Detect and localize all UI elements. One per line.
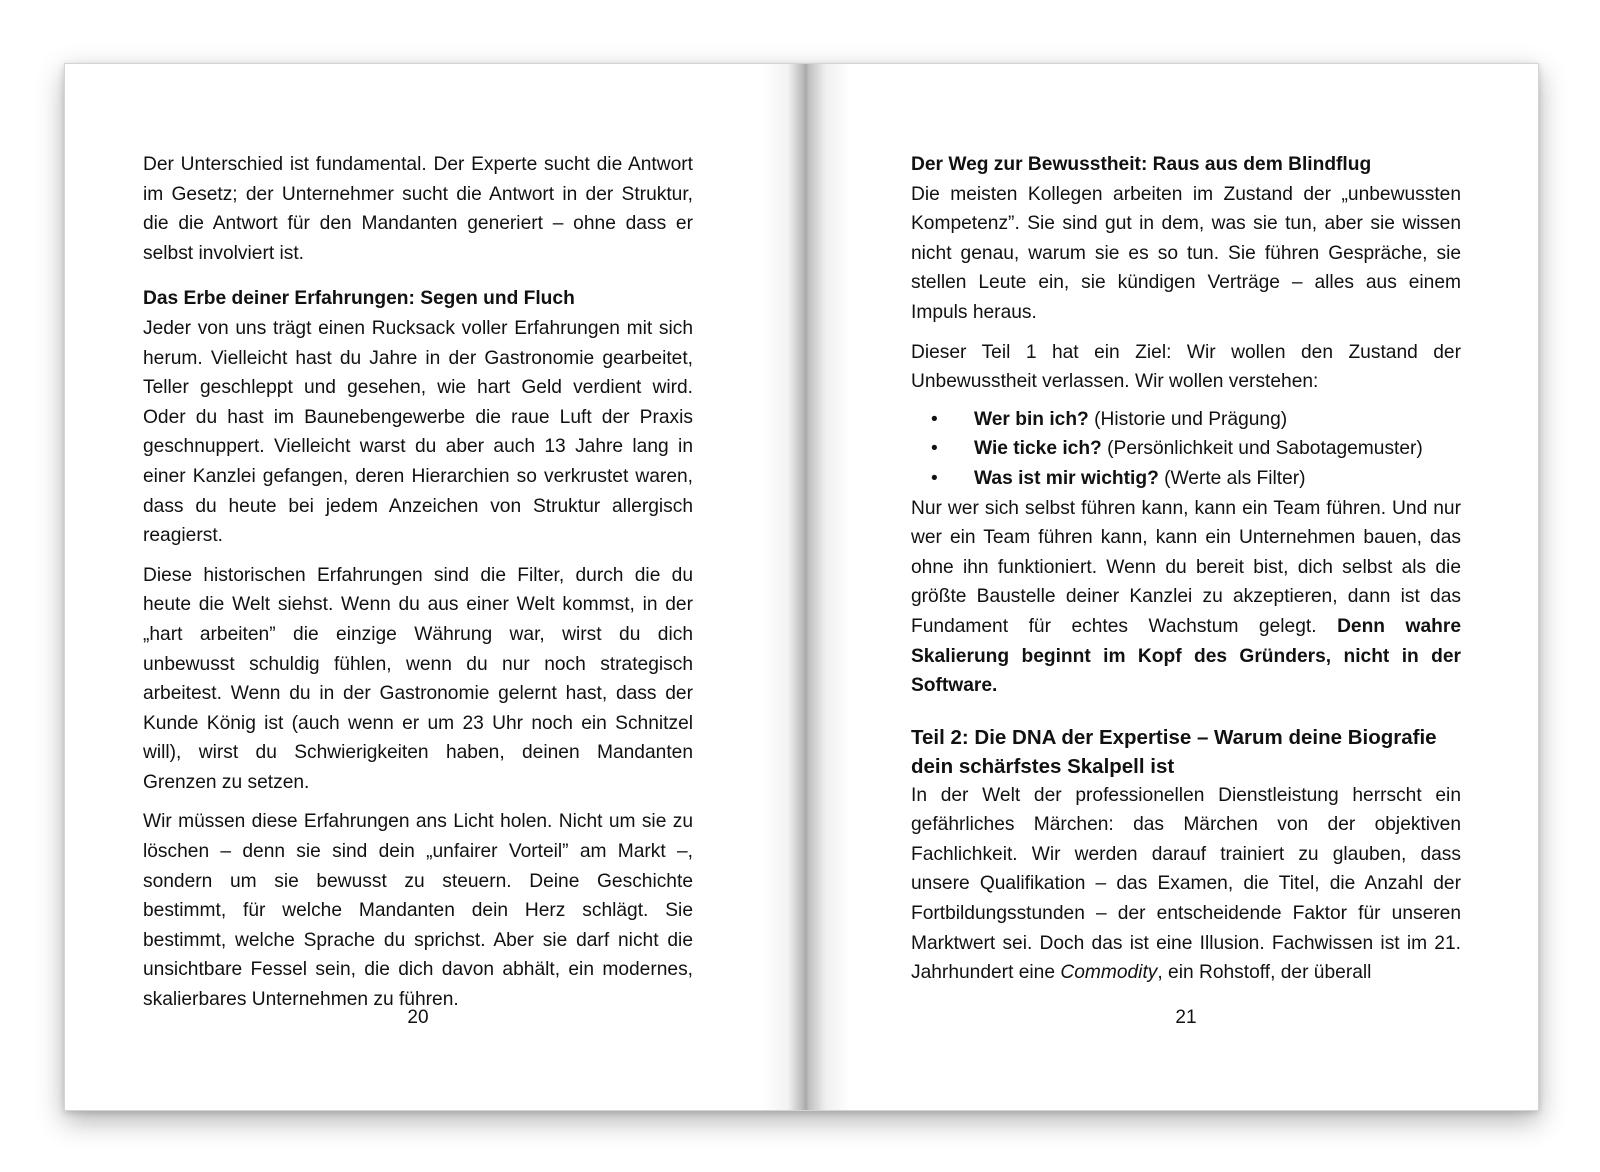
list-item-text: (Persönlichkeit und Sabotagemuster) bbox=[1101, 438, 1423, 460]
page-number: 20 bbox=[407, 1007, 429, 1028]
bullet-icon: • bbox=[931, 408, 938, 430]
right-page bbox=[911, 64, 1461, 1110]
paragraph: Wir müssen diese Erfahrungen ans Licht holen. Nicht um sie zu löschen – denn sie sind dein „unfairer Vorteil” am Markt –, sondern um sie bewusst zu steuern. Deine Geschichte bestimmt, für welche Mandanten dein Herz schlägt. Sie bestimmt, welche Sprache du sprichst. Aber sie darf nicht die unsichtbare Fessel sein, die dich davon abhält, ein modernes, skalierbares Unternehmen zu führen. bbox=[143, 811, 693, 1011]
paragraph-emphasis: Denn wahre Skalierung beginnt im Kopf des Gründers, nicht in der Software. bbox=[911, 615, 1461, 697]
section-heading: Das Erbe deiner Erfahrungen: Segen und Fluch bbox=[143, 288, 575, 310]
paragraph: Dieser Teil 1 hat ein Ziel: Wir wollen den Zustand der Unbewusstheit verlassen. Wir wollen verstehen: bbox=[911, 341, 1461, 393]
book-gutter-shadow bbox=[761, 64, 851, 1110]
page-number: 21 bbox=[1175, 1007, 1197, 1028]
paragraph-text: , ein Rohstoff, der überall bbox=[1157, 962, 1372, 984]
right-page-content bbox=[911, 150, 1461, 988]
bullet-icon: • bbox=[931, 438, 938, 460]
paragraph: Der Unterschied ist fundamental. Der Experte sucht die Antwort im Gesetz; der Unternehmer sucht die Antwort in der Struktur, die die Antwort für den Mandanten generiert – ohne dass er selbst involviert ist. bbox=[143, 154, 693, 264]
paragraph: Die meisten Kollegen arbeiten im Zustand der „unbewussten Kompetenz”. Sie sind gut in dem, was sie tun, aber sie wissen nicht genau, warum sie es so tun. Sie führen Gespräche, sie stellen Leute ein, sie kündigen Verträge – alles aus einem Impuls heraus. bbox=[911, 183, 1461, 323]
left-page-content bbox=[143, 150, 693, 1015]
list-item-text: (Historie und Prägung) bbox=[1088, 408, 1288, 430]
list-item bbox=[911, 434, 1461, 464]
left-page bbox=[143, 64, 693, 1110]
paragraph-text: Nur wer sich selbst führen kann, kann ein Team führen. Und nur wer ein Team führen kann, kann ein Unternehmen bauen, das ohne ihn funktioniert. Wenn du bereit bist, dich selbst als die größte Baustelle deiner Kanzlei zu akzeptieren, dann ist das Fundament für echtes Wachstum gelegt. bbox=[911, 497, 1461, 637]
bullet-icon: • bbox=[931, 467, 938, 489]
paragraph: Jeder von uns trägt einen Rucksack voller Erfahrungen mit sich herum. Vielleicht hast du Jahre in der Gastronomie gearbeitet, Teller geschleppt und gesehen, wie hart Geld verdient wird. Oder du hast im Baunebengewerbe die raue Luft der Praxis geschnuppert. Vielleicht warst du aber auch 13 Jahre lang in einer Kanzlei gefangen, deren Hierarchien so verkrustet waren, dass du heute bei jedem Anzeichen von Struktur allergisch reagierst. bbox=[143, 317, 693, 547]
list-item-bold: Wie ticke ich? bbox=[974, 438, 1102, 460]
list-item bbox=[911, 464, 1461, 494]
paragraph-text: In der Welt der professionellen Dienstleistung herrscht ein gefährliches Märchen: das Märchen von der objektiven Fachlichkeit. Wir werden darauf trainiert zu glauben, dass unsere Qualifikation – das Examen, die Titel, die Anzahl der Fortbildungsstunden – der entscheidende Faktor für unseren Marktwert sei. Doch das ist eine Illusion. Fachwissen ist im 21. Jahrhundert eine bbox=[911, 784, 1461, 984]
list-item-bold: Wer bin ich? bbox=[974, 408, 1089, 430]
paragraph-italic: Commodity bbox=[1060, 962, 1158, 984]
list-item bbox=[911, 405, 1461, 435]
list-item-bold: Was ist mir wichtig? bbox=[974, 467, 1159, 489]
paragraph bbox=[911, 494, 1461, 701]
bullet-list bbox=[911, 405, 1461, 494]
section-heading: Der Weg zur Bewusstheit: Raus aus dem Blindflug bbox=[911, 154, 1372, 175]
open-book-spread bbox=[64, 63, 1539, 1111]
paragraph: Diese historischen Erfahrungen sind die Filter, durch die du heute die Welt siehst. Wenn du aus einer Welt kommst, in der „hart arbeiten” die einzige Währung war, wirst du dich unbewusst schuldig fühlen, wenn du nur noch strategisch arbeitest. Wenn du in der Gastronomie gelernt hast, dass der Kunde König ist (auch wenn er um 23 Uhr noch ein Schnitzel will), wirst du Schwierigkeiten haben, deinen Mandanten Grenzen zu setzen. bbox=[143, 564, 693, 793]
list-item-text: (Werte als Filter) bbox=[1158, 467, 1306, 489]
paragraph bbox=[911, 781, 1461, 988]
chapter-heading: Teil 2: Die DNA der Expertise – Warum deine Biografie dein schärfstes Skalpell ist bbox=[911, 725, 1437, 778]
